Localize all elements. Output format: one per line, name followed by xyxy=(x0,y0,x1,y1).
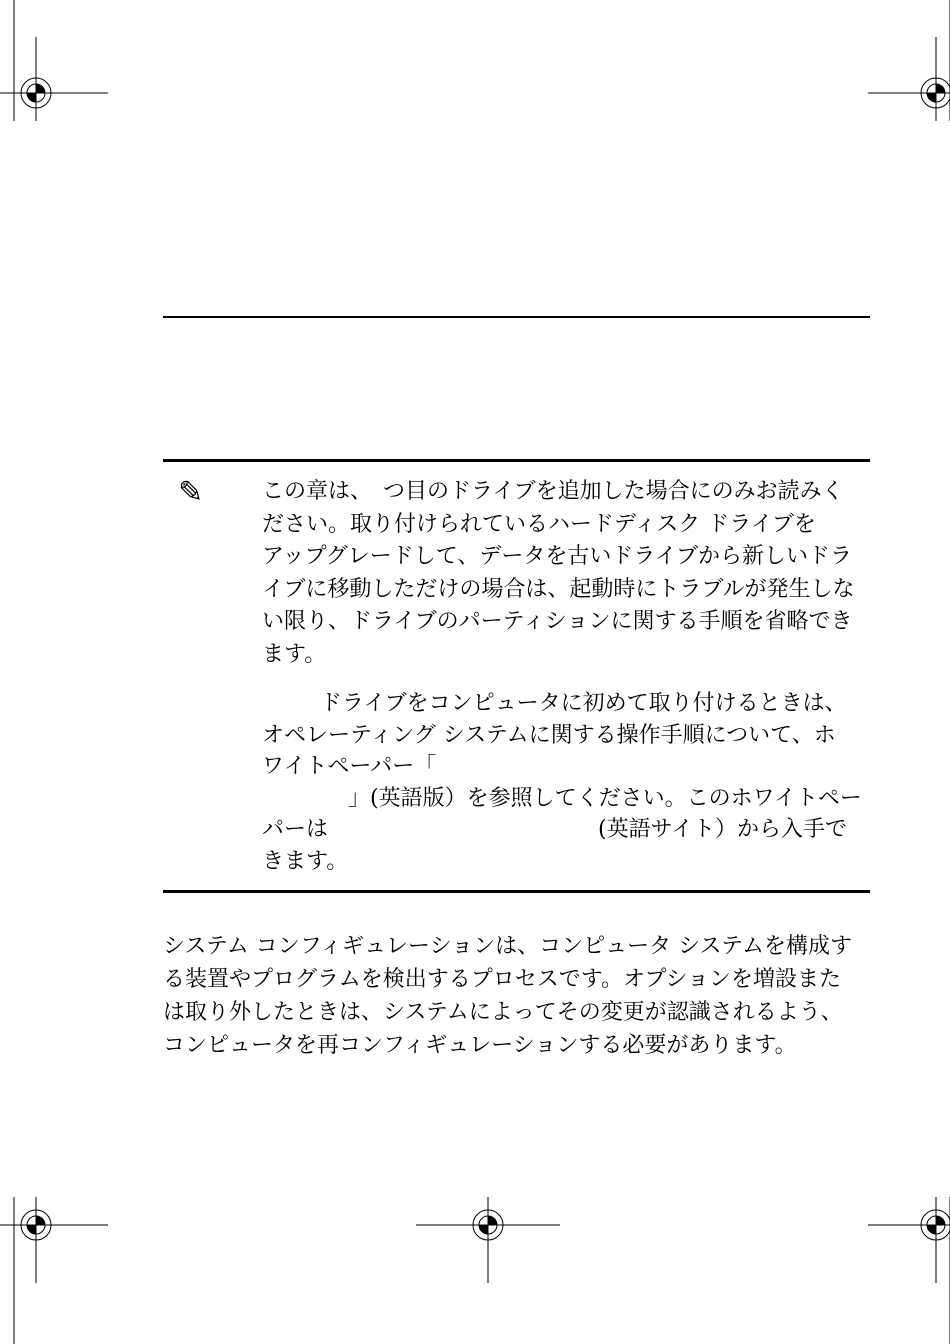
note-line: ドライブをコンピュータに初めて取り付けるときは、 xyxy=(320,691,847,716)
note-line: きます。 xyxy=(262,848,349,874)
note-paragraph-1 xyxy=(262,476,862,671)
section-divider xyxy=(163,316,870,318)
note-top-border xyxy=(163,459,870,462)
note-line: い限り、ドライブのパーティションに関する手順を省略でき xyxy=(262,609,853,634)
note-line: ます。 xyxy=(262,641,327,667)
body-line: コンピュータを再コンフィギュレーションする必要があります。 xyxy=(163,1033,797,1058)
pencil-icon: ✎ xyxy=(178,475,204,510)
note-line-end: (英語サイト）から入手で xyxy=(598,817,848,842)
note-paragraph-2 xyxy=(262,688,862,877)
body-line: は取り外したときは、システムによってその変更が認識されるよう、 xyxy=(163,1000,843,1025)
body-line: システム コンフィギュレーションは、コンピュータ システムを構成す xyxy=(163,934,852,959)
note-line: この章は、 つ目のドライブを追加した場合にのみお読みく xyxy=(262,479,844,504)
note-line: ださい。取り付けられているハードディスク ドライブを xyxy=(262,511,816,537)
note-line-start: パーは xyxy=(262,817,329,842)
note-line: イブに移動しただけの場合は、起動時にトラブルが発生しな xyxy=(262,576,855,602)
body-line: る装置やプログラムを検出するプロセスです。オプションを増設また xyxy=(163,967,842,992)
note-line xyxy=(262,814,862,846)
note-bottom-border xyxy=(163,890,870,893)
note-line: オペレーティング システムに関する操作手順について、ホ xyxy=(262,722,836,748)
note-line: アップグレードして、データを古いドライブから新しいドラ xyxy=(262,544,853,569)
note-line: 」(英語版）を参照してください。このホワイトペー xyxy=(348,785,862,811)
note-line: ワイトペーパー「 xyxy=(262,754,437,779)
body-paragraph xyxy=(163,930,873,1062)
